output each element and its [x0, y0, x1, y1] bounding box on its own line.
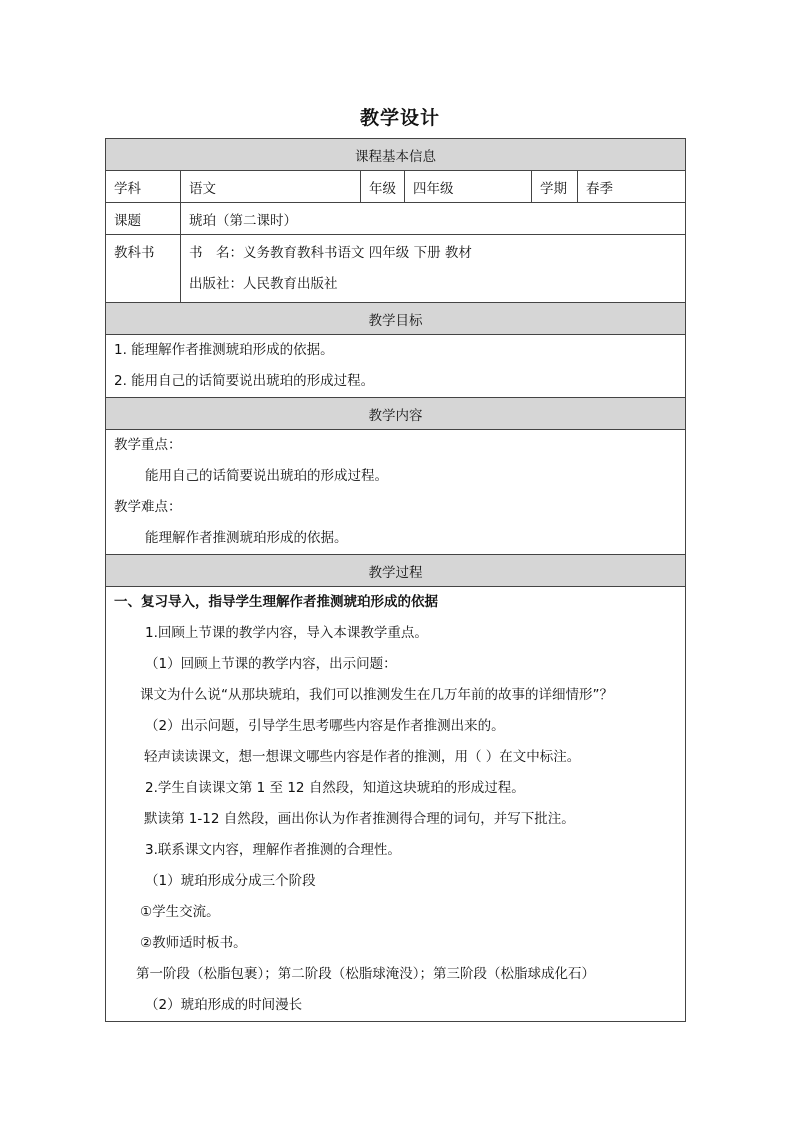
textbook-row [106, 235, 686, 303]
process-line: （2）琥珀形成的时间漫长 [145, 997, 303, 1013]
objectives-row [106, 335, 686, 398]
term-value: 春季 [578, 171, 686, 203]
objective-item: 1. 能理解作者推测琥珀形成的依据。 [114, 342, 334, 358]
textbook-details [181, 235, 686, 303]
process-line: ②教师适时板书。 [140, 935, 247, 951]
process-row [106, 587, 686, 1022]
textbook-label: 教科书 [106, 235, 181, 303]
process-cell [106, 587, 686, 1022]
process-line: 课文为什么说“从那块琥珀，我们可以推测发生在几万年前的故事的详细情形”？ [140, 687, 613, 703]
grade-label: 年级 [361, 171, 405, 203]
process-line: （1）琥珀形成分成三个阶段 [145, 873, 316, 889]
process-line: 3.联系课文内容，理解作者推测的合理性。 [145, 842, 401, 858]
section-basic-info: 课程基本信息 [106, 139, 686, 171]
lesson-plan-table [105, 138, 686, 1022]
process-line: 1.回顾上节课的教学内容，导入本课教学重点。 [145, 625, 428, 641]
key-point-text: 能用自己的话简要说出琥珀的形成过程。 [145, 468, 388, 484]
process-line: 2.学生自读课文第 1 至 12 自然段，知道这块琥珀的形成过程。 [145, 780, 525, 796]
section-header-row [106, 303, 686, 335]
section-header-row [106, 139, 686, 171]
section-process: 教学过程 [106, 555, 686, 587]
section-objectives: 教学目标 [106, 303, 686, 335]
topic-value: 琥珀（第二课时） [181, 203, 686, 235]
process-line: 第一阶段（松脂包裹）；第二阶段（松脂球淹没）；第三阶段（松脂球成化石） [136, 966, 595, 982]
content-cell [106, 430, 686, 555]
key-point-label: 教学重点： [114, 437, 182, 453]
section-header-row [106, 398, 686, 430]
objectives-cell [106, 335, 686, 398]
section-content: 教学内容 [106, 398, 686, 430]
objective-item: 2. 能用自己的话简要说出琥珀的形成过程。 [114, 373, 375, 389]
process-line: ①学生交流。 [140, 904, 220, 920]
process-line: 默读第 1-12 自然段，画出你认为作者推测得合理的词句，并写下批注。 [144, 811, 575, 827]
grade-value: 四年级 [405, 171, 532, 203]
topic-row [106, 203, 686, 235]
process-line: 轻声读读课文，想一想课文哪些内容是作者的推测，用（ ）在文中标注。 [144, 749, 581, 765]
section-header-row [106, 555, 686, 587]
topic-label: 课题 [106, 203, 181, 235]
textbook-name: 书 名：义务教育教科书语文 四年级 下册 教材 [189, 244, 472, 261]
document-title: 教学设计 [359, 107, 440, 129]
process-heading: 一、复习导入，指导学生理解作者推测琥珀形成的依据 [114, 594, 438, 610]
term-label: 学期 [532, 171, 578, 203]
difficult-point-text: 能理解作者推测琥珀形成的依据。 [145, 530, 348, 546]
difficult-point-label: 教学难点： [114, 499, 182, 515]
subject-value: 语文 [181, 171, 361, 203]
info-row [106, 171, 686, 203]
textbook-publisher: 出版社：人民教育出版社 [189, 275, 338, 292]
content-row [106, 430, 686, 555]
process-line: （2）出示问题，引导学生思考哪些内容是作者推测出来的。 [145, 718, 505, 734]
subject-label: 学科 [106, 171, 181, 203]
process-line: （1）回顾上节课的教学内容，出示问题： [145, 656, 397, 672]
